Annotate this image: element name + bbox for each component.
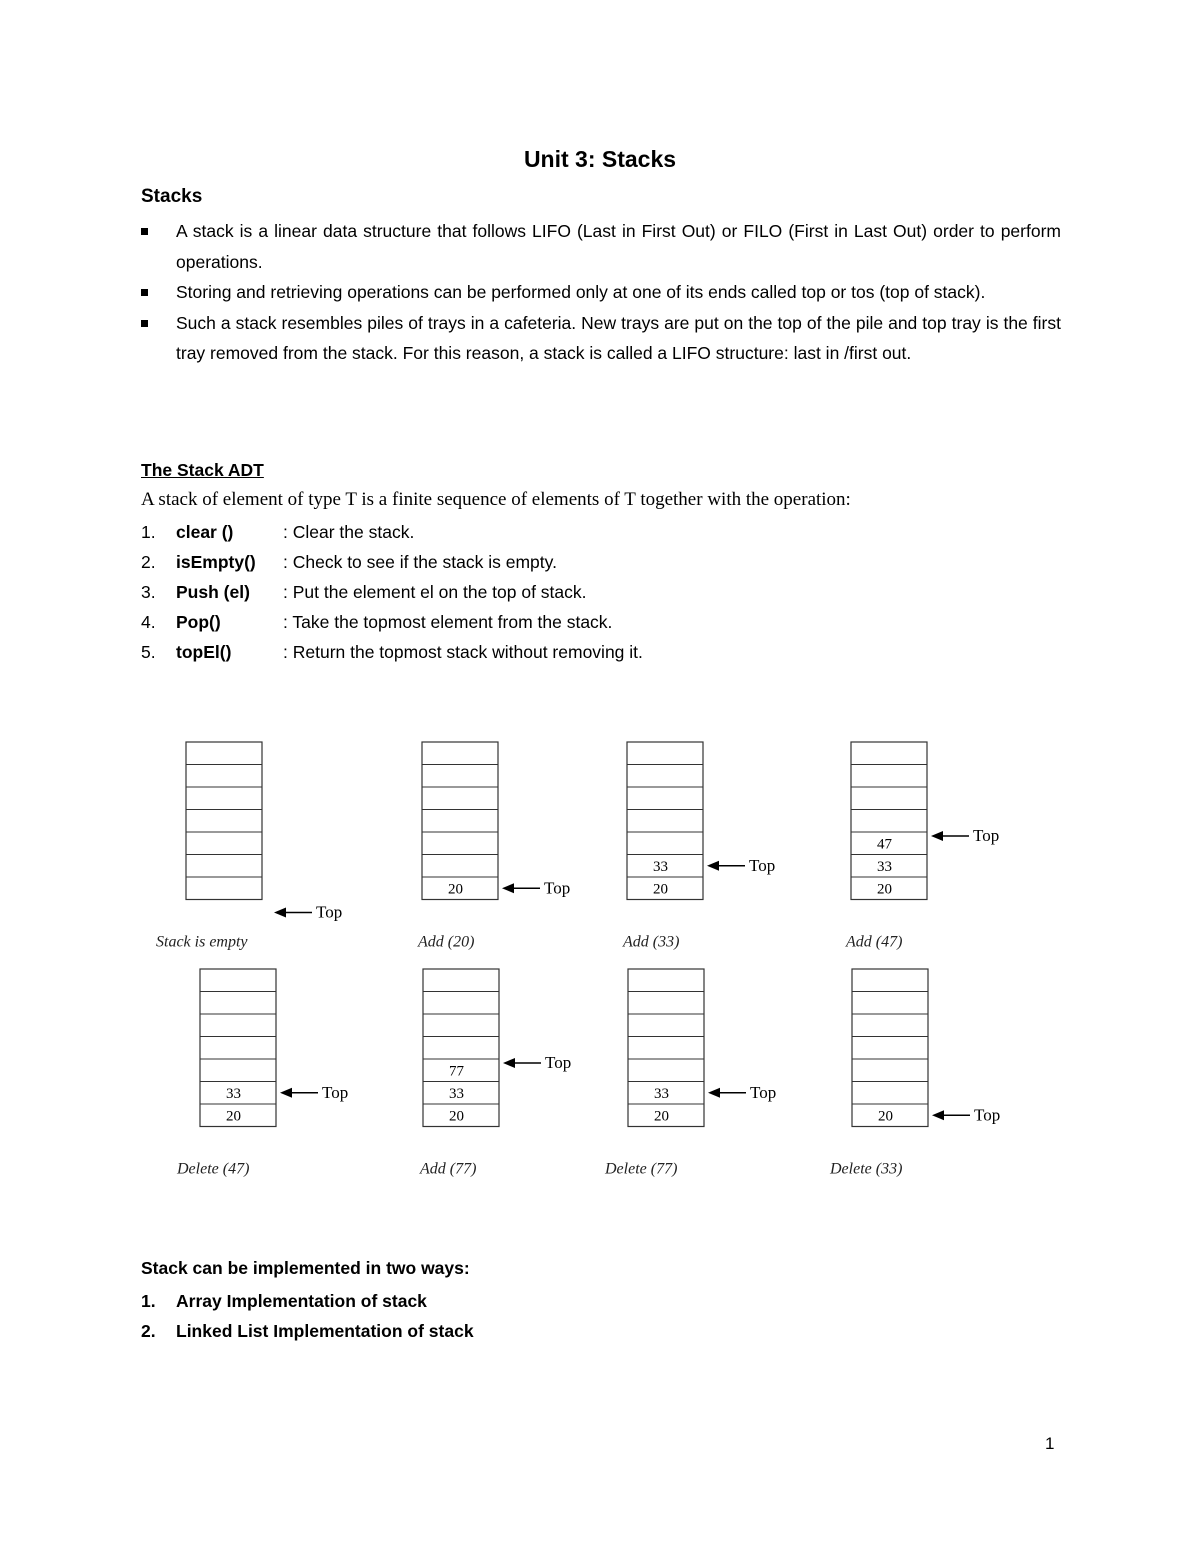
top-pointer-arrow-head [931,831,943,841]
stack-box [851,742,927,900]
stack-box [423,969,499,1127]
stack-caption: Add (47) [846,933,903,951]
top-pointer-arrow-head [707,861,719,871]
stack-value: 20 [449,1108,464,1125]
stack-caption: Add (33) [623,933,680,951]
stack-value: 20 [653,881,668,898]
stack-box [186,742,262,900]
stack-value: 20 [654,1108,669,1125]
top-label: Top [544,878,571,898]
stack-bullet-list [141,216,1061,369]
top-pointer-arrow-head [274,908,286,918]
stack-value: 20 [877,881,892,898]
stack-caption: Stack is empty [156,933,248,951]
stack-box [628,969,704,1127]
stack-box [852,969,928,1127]
top-pointer-arrow-head [932,1110,944,1120]
stack-operations-diagram [140,735,1040,1185]
section-heading: Stacks [141,186,203,207]
stack-value: 20 [878,1108,893,1125]
top-pointer-arrow-head [503,1058,515,1068]
stack-caption: Delete (33) [830,1160,903,1178]
implementation-item: 2. Linked List Implementation of stack [141,1321,474,1341]
operation-item: 4. Pop() : Take the topmost element from the stack. [141,612,613,632]
stack-value: 20 [226,1108,241,1125]
stack-value: 77 [449,1063,464,1080]
bullet-item: Storing and retrieving operations can be performed only at one of its ends called top or tos (top of stack). [141,277,1061,308]
operation-item: 5. topEl() : Return the topmost stack without removing it. [141,642,643,662]
operation-item: 1. clear () : Clear the stack. [141,522,415,542]
top-label: Top [974,1105,1001,1125]
top-label: Top [973,826,1000,845]
stack-value: 33 [654,1085,669,1102]
stack-value: 33 [226,1085,241,1102]
implementation-list [141,1288,474,1348]
top-label: Top [316,902,343,922]
top-label: Top [749,855,776,875]
square-bullet-icon [141,320,148,327]
top-label: Top [545,1053,572,1072]
square-bullet-icon [141,289,148,296]
top-label: Top [750,1082,777,1102]
operation-item: 2. isEmpty() : Check to see if the stack is empty. [141,552,557,572]
stack-caption: Add (20) [418,933,475,951]
page-title: Unit 3: Stacks [523,146,677,172]
stack-box [200,969,276,1127]
stack-value: 47 [877,836,892,853]
stack-value: 33 [877,858,892,875]
top-pointer-arrow-head [502,883,514,893]
implementation-heading: Stack can be implemented in two ways: [141,1258,470,1278]
adt-heading: The Stack ADT [141,460,264,480]
stack-value: 33 [653,858,668,875]
top-label: Top [322,1082,349,1102]
bullet-item: Such a stack resembles piles of trays in a cafeteria. New trays are put on the top of the pile and top tray is the first tray removed from the stack. For this reason, a stack is called a LIFO structure: last in /first out. [141,308,1061,369]
operation-item: 3. Push (el) : Put the element el on the top of stack. [141,582,587,602]
top-pointer-arrow-head [280,1088,292,1098]
implementation-item: 1. Array Implementation of stack [141,1291,427,1311]
stack-caption: Delete (77) [605,1160,678,1178]
stack-caption: Add (77) [420,1160,477,1178]
stack-caption: Delete (47) [177,1160,250,1178]
operations-list [141,519,643,669]
page-number: 1 [1045,1434,1055,1453]
stack-box [627,742,703,900]
bullet-item: A stack is a linear data structure that follows LIFO (Last in First Out) or FILO (First in Last Out) order to perform operations. [141,216,1061,277]
adt-description: A stack of element of type T is a finite sequence of elements of T together with the operation: [141,489,851,510]
square-bullet-icon [141,228,148,235]
stack-box [422,742,498,900]
stack-value: 20 [448,881,463,898]
top-pointer-arrow-head [708,1088,720,1098]
stack-value: 33 [449,1085,464,1102]
